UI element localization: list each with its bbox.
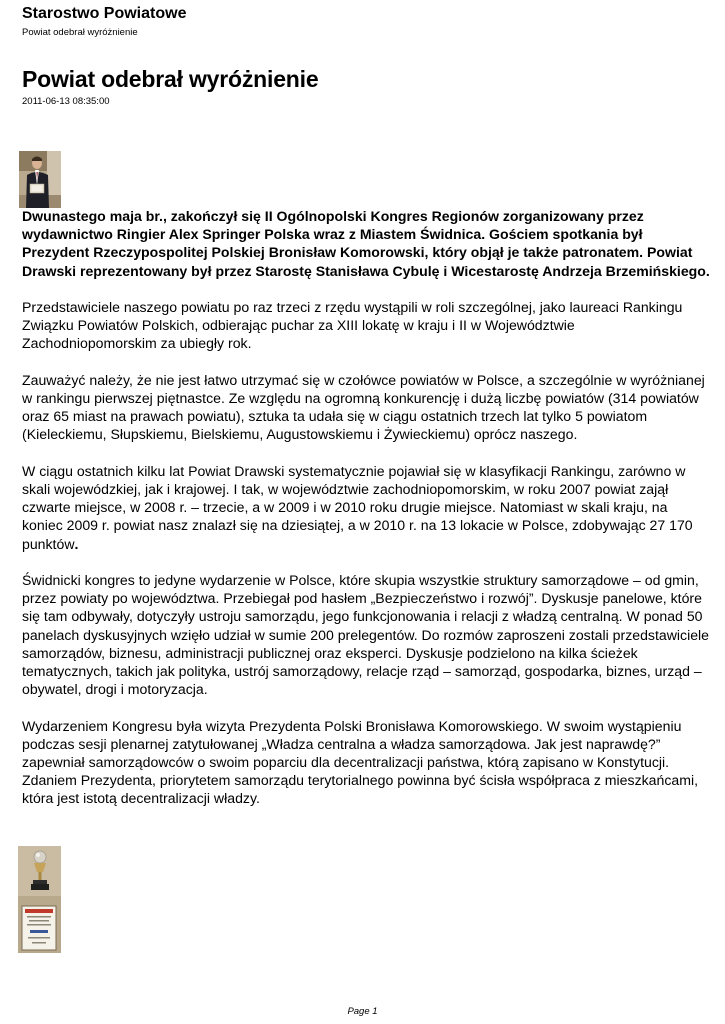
page-footer: Page 1 — [347, 1006, 378, 1017]
article-photo-man-with-award — [19, 151, 61, 208]
article-paragraph-4: Świdnicki kongres to jedyne wydarzenie w Polsce, które skupia wszystkie struktury samorządowe – od gmin, przez powiaty po województwa. Przebiegał pod hasłem „Bezpieczeństwo i rozwój”. Dyskusje panelowe, które się tam odbywały, dotyczyły ustroju samorządu, jego funkcjonowania i relacji z władzą centralną. W ponad 50 panelach dyskusyjnych wzięło udział w sumie 200 prelegentów. Do rozmów zaproszeni zostali przedstawiciele samorządów, biznesu, administracji publicznej oraz eksperci. Dyskusje podzielono na kilka ścieżek tematycznych, takich jak polityka, ustrój samorządowy, relacje rząd – samorząd, gospodarka, biznes, urząd – obywatel, drogi i motoryzacja. — [22, 572, 710, 698]
man-with-award-image — [19, 151, 61, 208]
article-paragraph-3 — [22, 462, 712, 553]
trophy-and-diploma-image — [18, 846, 61, 953]
article-lead: Dwunastego maja br., zakończył się II Ogólnopolski Kongres Regionów zorganizowany przez wydawnictwo Ringier Alex Springer Polska wraz z Miastem Świdnica. Gościem spotkania był Prezydent Rzeczypospolitej Polskiej Bronisław Komorowski, który objął je także patronatem. Powiat Drawski reprezentowany był przez Starostę Stanisława Cybulę i Wicestarostę Andrzeja Brzemińskiego. — [22, 208, 710, 279]
article-paragraph-1: Przedstawiciele naszego powiatu po raz trzeci z rzędu wystąpili w roli szczególnej, jako laureaci Rankingu Związku Powiatów Polskich, odbierając puchar za XIII lokatę w kraju i II w Województwie Zachodniopomorskim za ubiegły rok. — [22, 299, 683, 352]
article-date: 2011-06-13 08:35:00 — [22, 96, 110, 107]
article-body — [22, 207, 712, 826]
article-paragraph-2: Zauważyć należy, że nie jest łatwo utrzymać się w czołówce powiatów w Polsce, a szczególnie w wyróżnianej w rankingu pierwszej piętnastce. Ze względu na ogromną konkurencję i dużą liczbę powiatów (314 powiatów oraz 65 miast na prawach powiatu), sztuka ta udała się w ciągu ostatnich trzech lat tylko 5 powiatom (Kieleckiemu, Słupskiemu, Bielskiemu, Augustowskiemu i Żywieckiemu) oprócz naszego. — [22, 371, 705, 443]
site-subtitle: Powiat odebrał wyróżnienie — [22, 27, 138, 38]
article-photo-trophy — [18, 846, 61, 953]
article-paragraph-3-end-mark: . — [74, 535, 79, 552]
article-paragraph-3-text: W ciągu ostatnich kilku lat Powiat Drawski systematycznie pojawiał się w klasyfikacji Rankingu, zarówno w skali wojewódzkiej, jak i krajowej. I tak, w województwie zachodniopomorskim, w roku 2007 powiat zajął czwarte miejsce, w 2008 r. – trzecie, a w 2009 i w 2010 roku drugie miejsce. Natomiast w skali kraju, na koniec 2009 r. powiat nasz znalazł się na dziesiątej, a w 2010 r. na 13 lokacie w Polsce, zdobywając 27 170 punktów — [22, 462, 693, 552]
article-paragraph-5: Wydarzeniem Kongresu była wizyta Prezydenta Polski Bronisława Komorowskiego. W swoim wystąpieniu podczas sesji plenarnej zatytułowanej „Władza centralna a władza samorządowa. Jak jest naprawdę?” zapewniał samorządowców o swoim poparciu dla decentralizacji państwa, którą zapisano w Konstytucji. Zdaniem Prezydenta, priorytetem samorządu terytorialnego powinna być ścisła współpraca z mieszkańcami, która jest istotą decentralizacji władzy. — [22, 717, 699, 807]
site-title: Starostwo Powiatowe — [22, 5, 187, 22]
article-title: Powiat odebrał wyróżnienie — [22, 66, 319, 92]
